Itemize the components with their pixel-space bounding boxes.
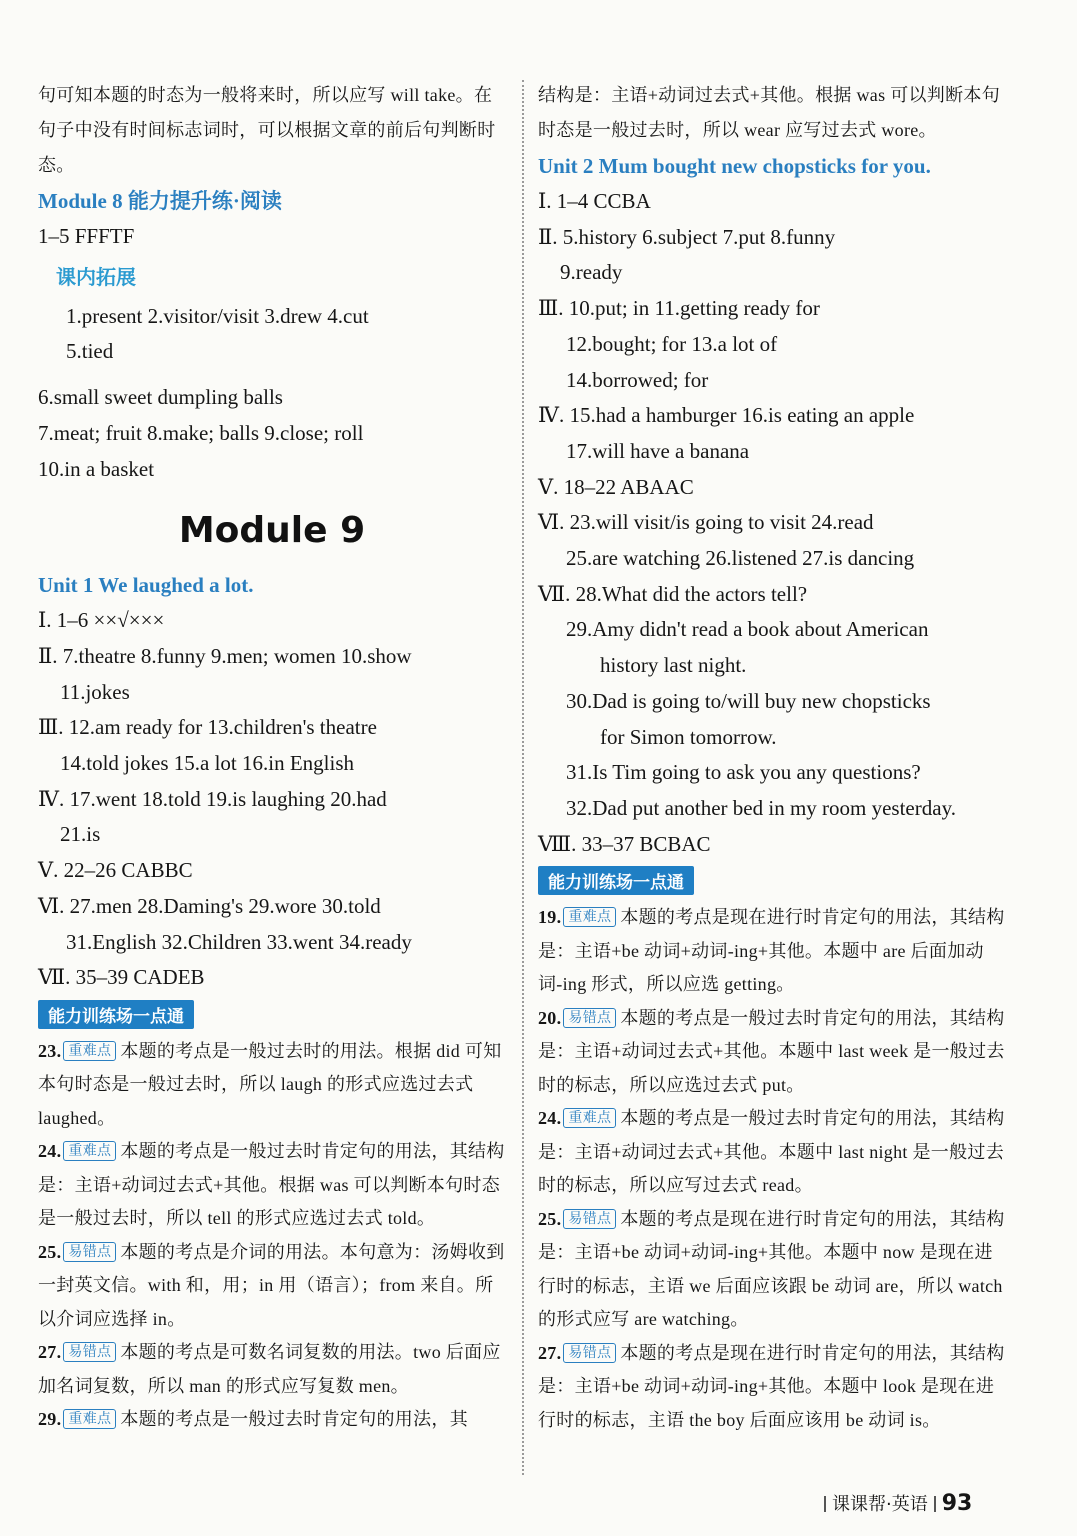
explanation-number: 25. — [538, 1208, 562, 1229]
page-footer — [818, 1488, 1018, 1520]
difficulty-tag: 重难点 — [563, 1108, 616, 1128]
explanation-text: 本题的考点是现在进行时肯定句的用法，其结构是：主语+be 动词+动词-ing+其他。本题中 are 后面加动词-ing 形式，所以应选 getting。 — [538, 907, 1005, 995]
explanation-number: 27. — [38, 1342, 62, 1363]
u2-answer-line: Ⅶ. 28.What did the actors tell? — [538, 581, 808, 606]
footer-divider — [824, 1496, 826, 1512]
column-divider — [522, 80, 524, 1475]
u2-answer-line: 32.Dad put another bed in my room yesterday. — [566, 795, 956, 820]
u2-answer-line: Ⅳ. 15.had a hamburger 16.is eating an apple — [538, 403, 915, 428]
u1-answer-line: Ⅶ. 35–39 CADEB — [38, 965, 205, 990]
difficulty-tag: 易错点 — [63, 1342, 116, 1362]
m8-answer-line: 10.in a basket — [38, 456, 155, 481]
u2-answer-line: 14.borrowed; for — [566, 367, 709, 392]
footer-brand: 课课帮·英语 — [832, 1494, 928, 1515]
u2-answer-line: 12.bought; for 13.a lot of — [566, 331, 778, 356]
difficulty-tag: 易错点 — [63, 1242, 116, 1262]
explanation-text: 本题的考点是现在进行时肯定句的用法，其结构是：主语+be 动词+动词-ing+其他。本题中 look 是现在进行时的标志，主语 the boy 后面应该用 be 动词 is。 — [538, 1342, 1005, 1430]
training-banner: 能力训练场一点通 — [538, 866, 694, 895]
explanation-number: 24. — [38, 1141, 62, 1162]
u1-answer-line: 14.told jokes 15.a lot 16.in English — [60, 751, 354, 776]
m8-answer-line: 7.meat; fruit 8.make; balls 9.close; roll — [38, 420, 364, 445]
u2-answer-line: 31.Is Tim going to ask you any questions? — [566, 760, 921, 785]
explanation-number: 25. — [38, 1241, 62, 1262]
difficulty-tag: 易错点 — [563, 1343, 616, 1363]
explanation-number: 27. — [538, 1342, 562, 1363]
left-column — [38, 78, 506, 1437]
u2-answer-line: history last night. — [600, 653, 747, 678]
u1-answer-line: 11.jokes — [60, 679, 130, 704]
explanation-item — [538, 1102, 1008, 1203]
module9-title: Module 9 — [178, 510, 366, 552]
difficulty-tag: 重难点 — [63, 1041, 116, 1061]
unit2-heading: Unit 2 Mum bought new chopsticks for you. — [538, 154, 931, 178]
ketuo-subheading: 课内拓展 — [56, 264, 136, 289]
explanation-text: 本题的考点是一般过去时肯定句的用法，其结构是：主语+动词过去式+其他。根据 was 可以判断本句时态是一般过去时，所以 tell 的形式应选过去式 told。 — [38, 1141, 505, 1229]
explanation-text: 本题的考点是可数名词复数的用法。two 后面应加名词复数，所以 man 的形式应写复数 men。 — [38, 1342, 501, 1396]
explanation-number: 23. — [38, 1040, 62, 1061]
u2-answer-line: 9.ready — [560, 260, 623, 285]
m8-answer-line: 5.tied — [66, 339, 114, 364]
module8-heading: Module 8 能力提升练·阅读 — [38, 189, 282, 213]
explanation-item — [38, 1135, 506, 1236]
explanation-text: 本题的考点是一般过去时肯定句的用法，其 — [120, 1409, 469, 1430]
explanation-number: 29. — [38, 1409, 62, 1430]
explanation-number: 20. — [538, 1007, 562, 1028]
unit1-heading: Unit 1 We laughed a lot. — [38, 573, 254, 598]
u2-answer-line: 17.will have a banana — [566, 438, 750, 463]
u2-answer-line: Ⅰ. 1–4 CCBA — [538, 189, 651, 213]
explanation-item — [538, 1002, 1008, 1103]
u1-answer-line: Ⅳ. 17.went 18.told 19.is laughing 20.had — [38, 786, 387, 811]
difficulty-tag: 重难点 — [563, 907, 616, 927]
explanation-number: 24. — [538, 1108, 562, 1129]
difficulty-tag: 重难点 — [63, 1141, 116, 1161]
difficulty-tag: 重难点 — [63, 1409, 116, 1429]
u1-answer-line: 21.is — [60, 822, 101, 847]
u2-answer-line: Ⅱ. 5.history 6.subject 7.put 8.funny — [538, 224, 836, 249]
explanation-text: 本题的考点是现在进行时肯定句的用法，其结构是：主语+be 动词+动词-ing+其他。本题中 now 是现在进行时的标志，主语 we 后面应该跟 be 动词 are，所以 watch 的形式应写 are watching。 — [538, 1208, 1005, 1330]
m8-answer-line: 1.present 2.visitor/visit 3.drew 4.cut — [66, 303, 369, 328]
explanation-text: 本题的考点是一般过去时的用法。根据 did 可知本句时态是一般过去时，所以 laugh 的形式应选过去式 laughed。 — [38, 1040, 502, 1128]
training-banner: 能力训练场一点通 — [38, 1000, 194, 1029]
explanation-item — [538, 1203, 1008, 1337]
u2-answer-line: 29.Amy didn't read a book about American — [566, 617, 929, 642]
u2-answer-line: Ⅷ. 33–37 BCBAC — [538, 831, 711, 856]
u1-answer-line: 31.English 32.Children 33.went 34.ready — [66, 929, 412, 954]
u1-answer-line: Ⅵ. 27.men 28.Daming's 29.wore 30.told — [38, 893, 381, 918]
u2-answer-line: for Simon tomorrow. — [600, 724, 777, 749]
m8-answer-line: 6.small sweet dumpling balls — [38, 385, 283, 410]
explanation-text: 本题的考点是介词的用法。本句意为：汤姆收到一封英文信。with 和，用；in 用（语言）；from 来自。所以介词应选择 in。 — [38, 1241, 505, 1329]
explanation-item — [38, 1403, 506, 1437]
u1-answer-line: Ⅲ. 12.am ready for 13.children's theatre — [38, 715, 377, 740]
explanation-item — [538, 901, 1008, 1002]
explanation-number: 19. — [538, 907, 562, 928]
right-column — [538, 78, 1008, 1437]
u1-answer-line: Ⅰ. 1–6 ××√××× — [38, 608, 165, 633]
difficulty-tag: 易错点 — [563, 1008, 616, 1028]
explanation-item — [538, 1337, 1008, 1438]
u2-answer-line: 25.are watching 26.listened 27.is dancing — [566, 546, 915, 571]
u1-answer-line: Ⅴ. 22–26 CABBC — [38, 858, 193, 883]
m8-answer-line: 1–5 FFFTF — [38, 224, 135, 248]
u2-answer-line: 30.Dad is going to/will buy new chopsticks — [566, 688, 931, 713]
explanation-text: 本题的考点是一般过去时肯定句的用法，其结构是：主语+动词过去式+其他。本题中 last night 是一般过去时的标志，所以应写过去式 read。 — [538, 1108, 1005, 1196]
explanation-item — [38, 1035, 506, 1136]
u1-answer-line: Ⅱ. 7.theatre 8.funny 9.men; women 10.show — [38, 643, 412, 668]
explanation-item — [38, 1336, 506, 1403]
page-number: 93 — [941, 1491, 973, 1516]
u2-answer-line: Ⅴ. 18–22 ABAAC — [538, 474, 694, 499]
explanation-text: 本题的考点是一般过去时肯定句的用法，其结构是：主语+动词过去式+其他。本题中 last week 是一般过去时的标志，所以应选过去式 put。 — [538, 1007, 1005, 1095]
right-intro-paragraph: 结构是：主语+动词过去式+其他。根据 was 可以判断本句时态是一般过去时，所以 wear 应写过去式 wore。 — [538, 85, 1000, 140]
u2-answer-line: Ⅲ. 10.put; in 11.getting ready for — [538, 296, 820, 321]
u2-answer-line: Ⅵ. 23.will visit/is going to visit 24.read — [538, 510, 874, 535]
explanation-item — [38, 1236, 506, 1337]
left-intro-paragraph: 句可知本题的时态为一般将来时，所以应写 will take。在句子中没有时间标志词时，可以根据文章的前后句判断时态。 — [38, 85, 496, 175]
footer-divider — [934, 1496, 936, 1512]
difficulty-tag: 易错点 — [563, 1209, 616, 1229]
